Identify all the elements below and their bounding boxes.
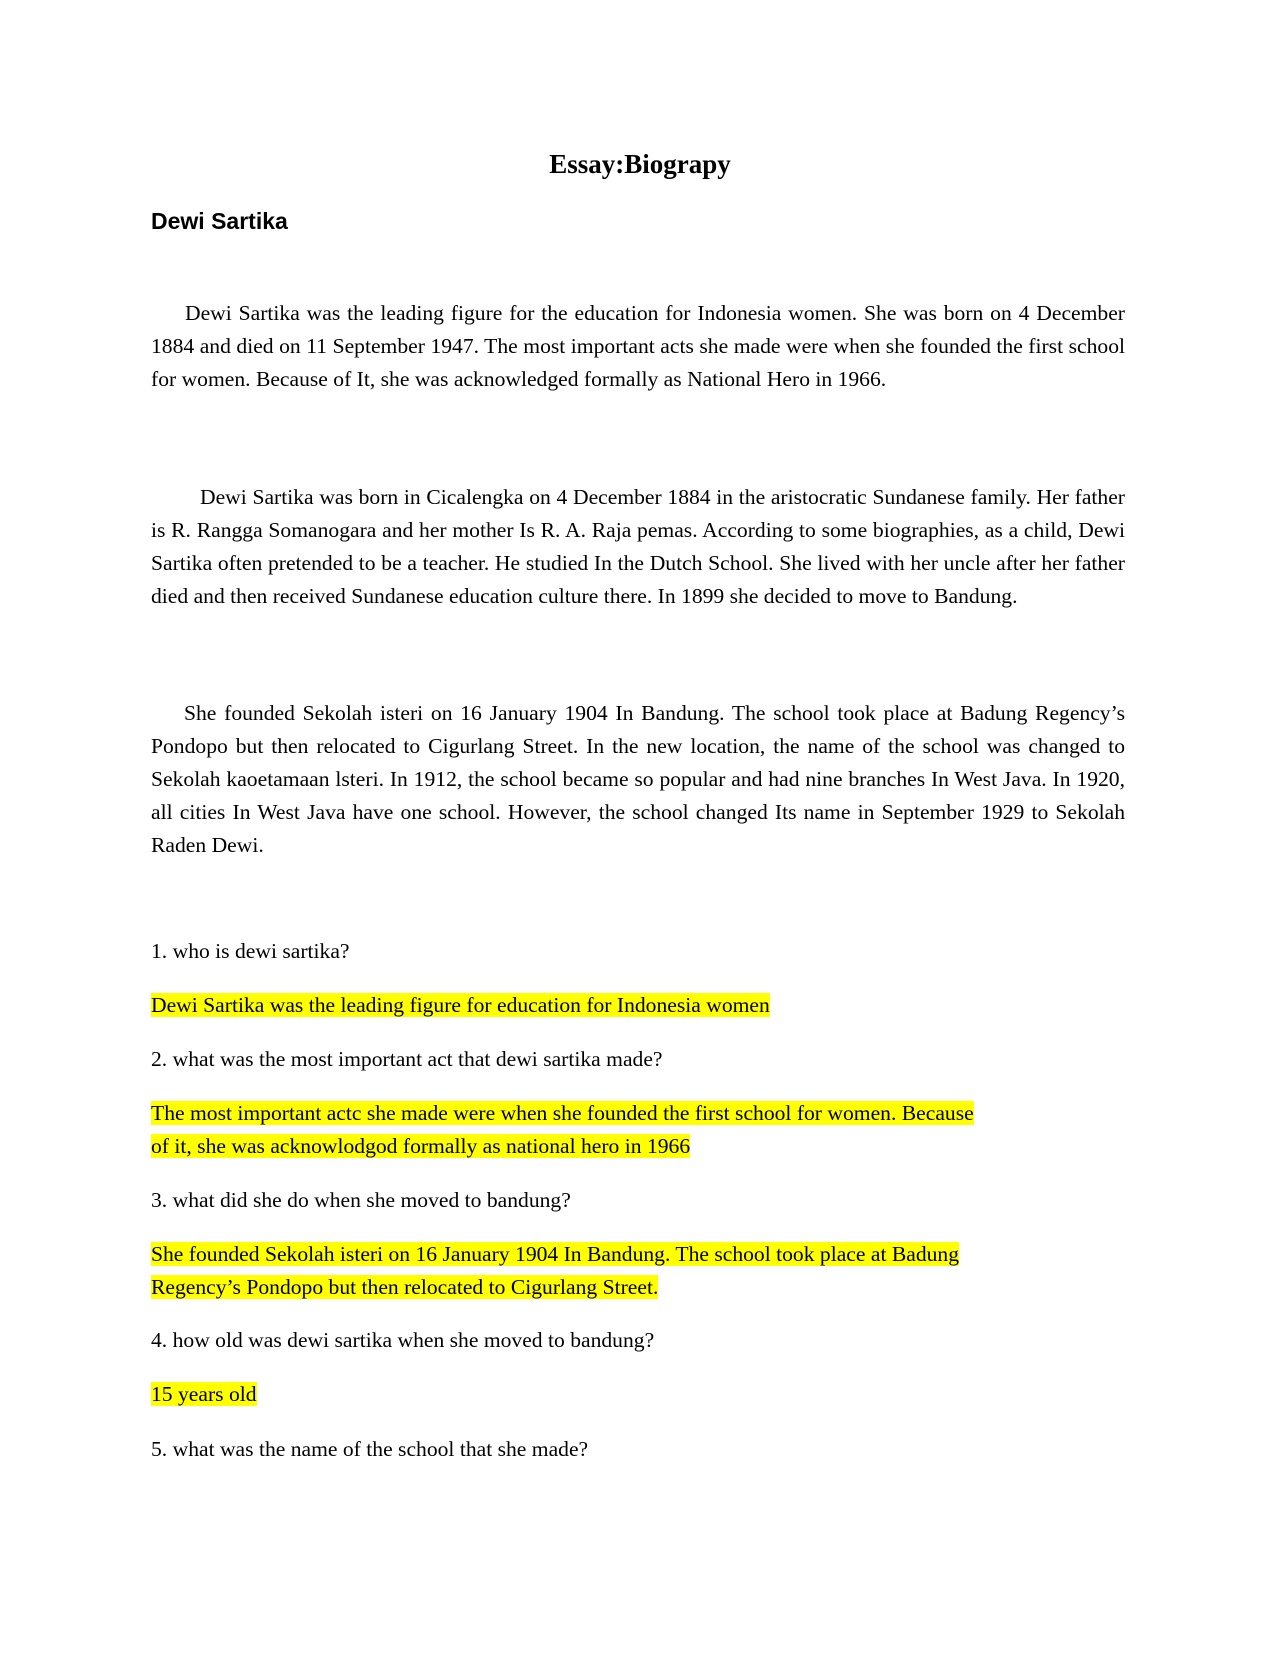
highlighted-text: The most important actc she made were when she founded the first school for women. Because xyxy=(151,1101,974,1125)
answer-line xyxy=(151,1271,959,1304)
highlighted-text: of it, she was acknowlodgod formally as national hero in 1966 xyxy=(151,1134,691,1158)
answer-1 xyxy=(151,989,770,1022)
answer-3 xyxy=(151,1238,959,1304)
highlighted-text: 15 years old xyxy=(151,1382,257,1406)
question-2: 2. what was the most important act that dewi sartika made? xyxy=(151,1047,663,1071)
question-5: 5. what was the name of the school that she made? xyxy=(151,1437,589,1461)
answer-line xyxy=(151,1130,974,1163)
question-3: 3. what did she do when she moved to bandung? xyxy=(151,1188,571,1212)
document-title: Essay:Biograpy xyxy=(549,149,731,179)
highlighted-text: Regency’s Pondopo but then relocated to Cigurlang Street. xyxy=(151,1275,659,1299)
answer-2 xyxy=(151,1097,974,1163)
answer-4 xyxy=(151,1378,257,1411)
answer-line xyxy=(151,1378,257,1411)
paragraph-1: Dewi Sartika was the leading figure for the education for Indonesia women. She was born on 4 December 1884 and died on 11 September 1947. The most important acts she made were when she founded the first school for women. Because of It, she was acknowledged formally as National Hero in 1966. xyxy=(151,301,1125,391)
answer-line xyxy=(151,1238,959,1271)
paragraph-2: Dewi Sartika was born in Cicalengka on 4 December 1884 in the aristocratic Sundanese family. Her father is R. Rangga Somanogara and her mother Is R. A. Raja pemas. According to some biographies, as a child, Dewi Sartika often pretended to be a teacher. He studied In the Dutch School. She lived with her uncle after her father died and then received Sundanese education culture there. In 1899 she decided to move to Bandung. xyxy=(151,485,1125,608)
paragraph-3: She founded Sekolah isteri on 16 January 1904 In Bandung. The school took place at Badung Regency’s Pondopo but then relocated to Cigurlang Street. In the new location, the name of the school was changed to Sekolah kaoetamaan lsteri. In 1912, the school became so popular and had nine branches In West Java. In 1920, all cities In West Java have one school. However, the school changed Its name in September 1929 to Sekolah Raden Dewi. xyxy=(151,701,1125,857)
highlighted-text: Dewi Sartika was the leading figure for education for Indonesia women xyxy=(151,993,770,1017)
question-1: 1. who is dewi sartika? xyxy=(151,939,350,963)
highlighted-text: She founded Sekolah isteri on 16 January 1904 In Bandung. The school took place at Badung xyxy=(151,1242,960,1266)
answer-line xyxy=(151,989,770,1022)
answer-line xyxy=(151,1097,974,1130)
question-4: 4. how old was dewi sartika when she moved to bandung? xyxy=(151,1328,655,1352)
section-heading: Dewi Sartika xyxy=(151,208,288,234)
